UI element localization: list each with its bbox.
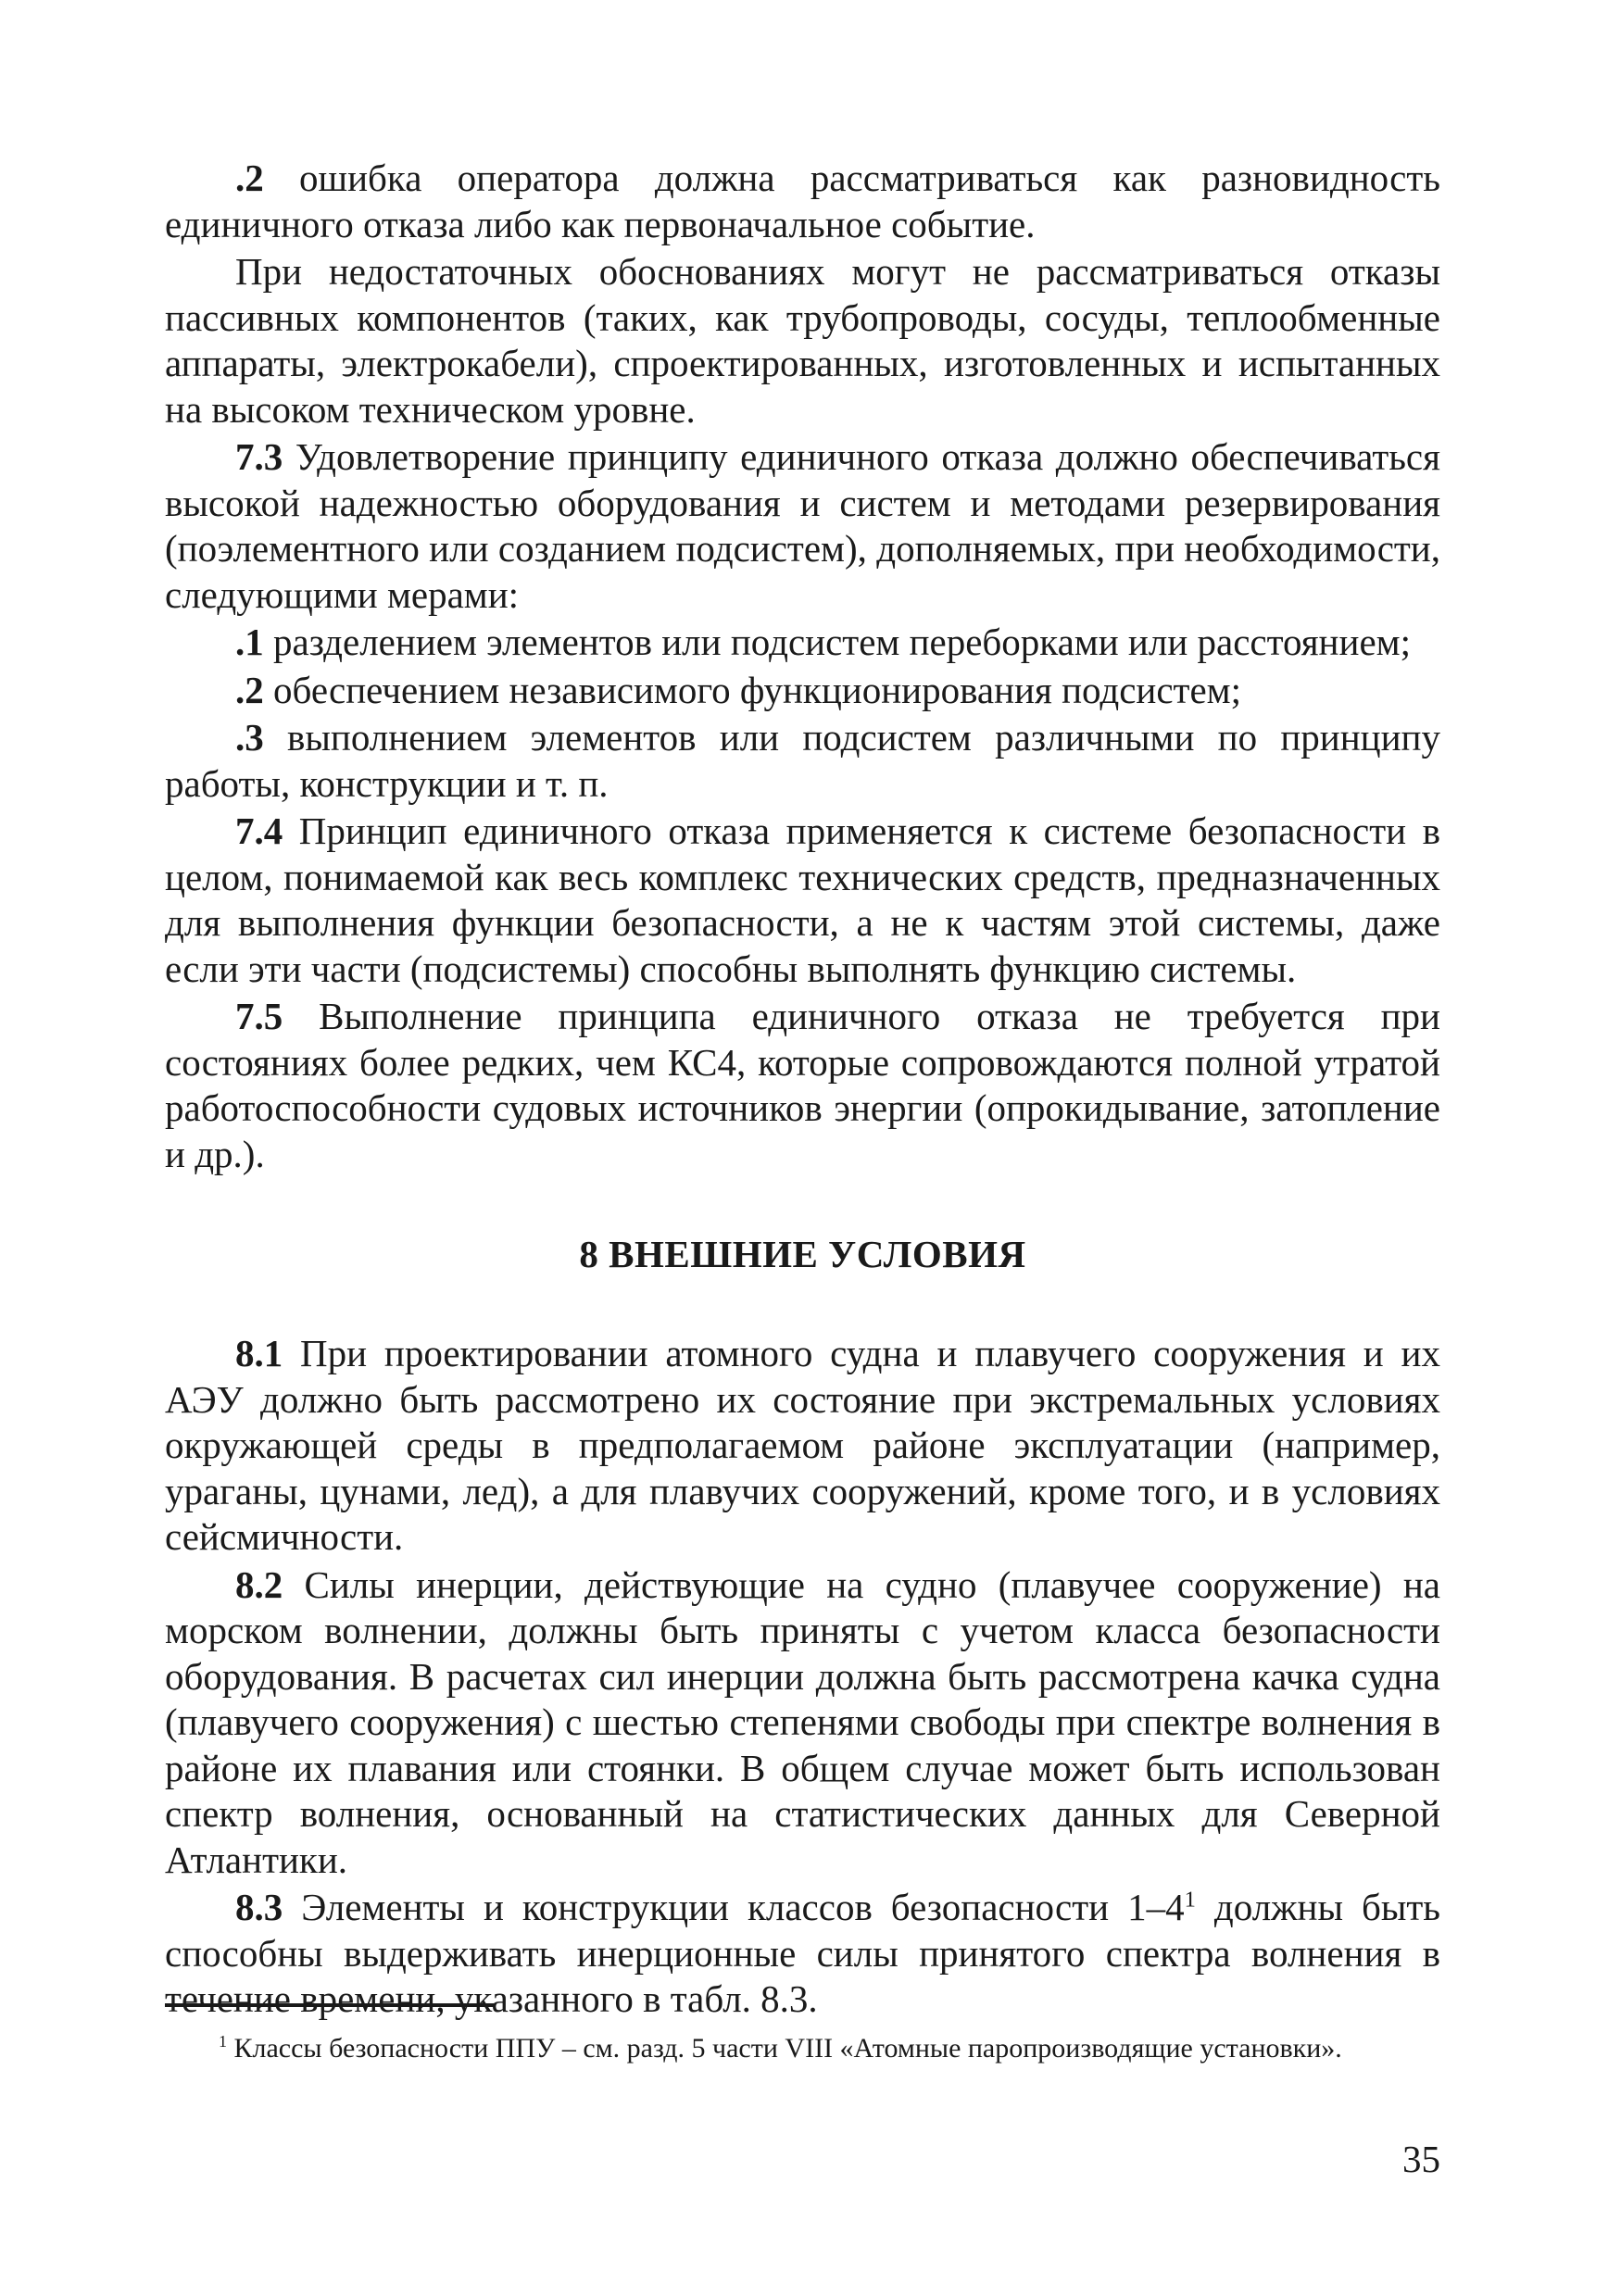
paragraph-7-4 bbox=[165, 809, 1440, 992]
clause-number: 7.5 bbox=[235, 995, 283, 1037]
paragraph-text: Принцип единичного отказа применяется к системе безопасности в целом, понимаемой как весь комплекс технических средств, предназначенных для выполнения функции безопасности, а не к частям этой системы, даже если эти части (подсистемы) способны выполнять функцию системы. bbox=[165, 809, 1440, 990]
clause-number: 8.1 bbox=[235, 1332, 283, 1374]
footnote bbox=[165, 2031, 1440, 2066]
paragraph-text: При недостаточных обоснованиях могут не рассматриваться отказы пассивных компонентов (таких, как трубопроводы, сосуды, теплообменные аппараты, электрокабели), спроектированных, изготовленных и испытанных на высоком техническом уровне. bbox=[165, 250, 1440, 431]
paragraph-text: должны быть способны выдерживать инерционные силы принятого спектра волнения в течение времени, указанного в табл. 8.3. bbox=[165, 1886, 1440, 2020]
list-item-1 bbox=[165, 620, 1440, 666]
paragraph-7-5 bbox=[165, 994, 1440, 1177]
footnote-marker: 1 bbox=[219, 2032, 227, 2051]
paragraph-text: Элементы и конструкции классов безопасности 1–4 bbox=[283, 1886, 1185, 1928]
item-number: .3 bbox=[235, 716, 264, 759]
clause-number: 7.3 bbox=[235, 435, 283, 478]
paragraph-text: обеспечением независимого функционирования подсистем; bbox=[263, 668, 1241, 711]
document-body bbox=[165, 156, 1440, 2025]
clause-number: 8.2 bbox=[235, 1562, 283, 1606]
item-number: .2 bbox=[235, 668, 264, 711]
paragraph-text: При проектировании атомного судна и плавучего сооружения и их АЭУ должно быть рассмотрено их состояние при экстремальных условиях окружающей среды в предполагаемом районе эксплуатации (например, ураганы, цунами, лед), а для плавучих сооружений, кроме того, и в условиях сейсмичности. bbox=[165, 1332, 1440, 1558]
footnote-separator bbox=[165, 2003, 496, 2007]
paragraph-text: Удовлетворение принципу единичного отказа должно обеспечиваться высокой надежностью оборудования и систем и методами резервирования (поэлементного или созданием подсистем), дополняемых, при необходимости, следующими мерами: bbox=[165, 435, 1440, 616]
paragraph-7-3 bbox=[165, 434, 1440, 618]
paragraph-text: Силы инерции, действующие на судно (плавучее сооружение) на морском волнении, должны быть приняты с учетом класса безопасности оборудования. В расчетах сил инерции должна быть рассмотрена качка судна (плавучего сооружения) с шестью степенями свободы при спектре волнения в районе их плавания или стоянки. В общем случае может быть использован спектр волнения, основанный на статистических данных для Северной Атлантики. bbox=[165, 1562, 1440, 1881]
paragraph-operator-error bbox=[165, 156, 1440, 247]
paragraph-text: ошибка оператора должна рассматриваться как разновидность единичного отказа либо как первоначальное событие. bbox=[165, 157, 1440, 245]
footnote-reference: 1 bbox=[1184, 1887, 1196, 1913]
clause-number: 8.3 bbox=[235, 1886, 283, 1928]
paragraph-8-3 bbox=[165, 1885, 1440, 2023]
list-item-2 bbox=[165, 668, 1440, 714]
paragraph-8-2 bbox=[165, 1562, 1440, 1884]
paragraph-8-1 bbox=[165, 1331, 1440, 1561]
footnote-text: Классы безопасности ППУ – см. разд. 5 части VIII «Атомные паропроизводящие установки». bbox=[227, 2033, 1342, 2064]
paragraph-passive-components bbox=[165, 249, 1440, 433]
paragraph-text: выполнением элементов или подсистем различными по принципу работы, конструкции и т. п. bbox=[165, 716, 1440, 805]
item-number: .1 bbox=[235, 621, 264, 663]
paragraph-text: разделением элементов или подсистем переборками или расстоянием; bbox=[263, 621, 1411, 663]
section-heading: 8 ВНЕШНИЕ УСЛОВИЯ bbox=[579, 1233, 1026, 1275]
item-number: .2 bbox=[235, 157, 264, 199]
page-number: 35 bbox=[1402, 2138, 1440, 2180]
clause-number: 7.4 bbox=[235, 809, 283, 852]
list-item-3 bbox=[165, 715, 1440, 807]
paragraph-text: Выполнение принципа единичного отказа не требуется при состояниях более редких, чем КС4, которые сопровождаются полной утратой работоспособности судовых источников энергии (опрокидывание, затопление и др.). bbox=[165, 995, 1440, 1175]
